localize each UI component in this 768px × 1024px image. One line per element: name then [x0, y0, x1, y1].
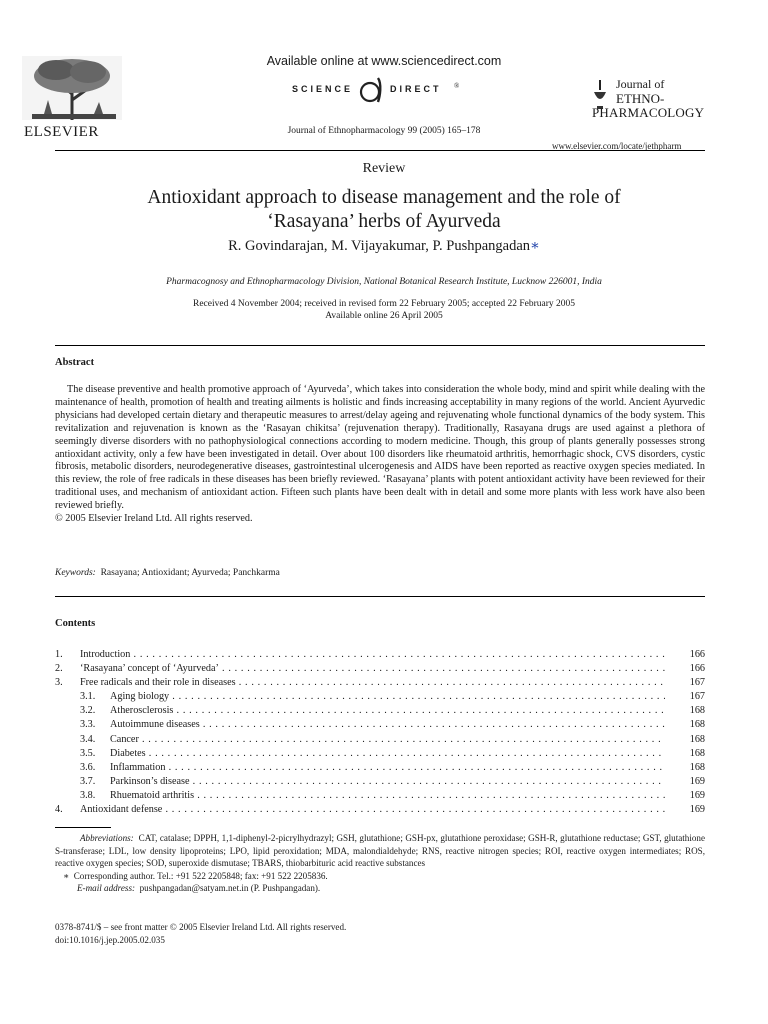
toc-item-rheumatoid[interactable] — [55, 789, 705, 803]
toc-item-antioxidant-defense[interactable] — [55, 803, 705, 817]
toc-number: 3.5. — [80, 747, 96, 759]
corresponding-note — [55, 870, 705, 883]
toc-label: Inflammation . . . — [110, 761, 705, 775]
keywords-label: Keywords: — [55, 568, 96, 578]
toc-number: 3. — [55, 677, 63, 689]
corresponding-author-link[interactable]: ∗ — [530, 238, 540, 254]
authors-text: R. Govindarajan, M. Vijayakumar, P. Pushpangadan — [228, 238, 531, 254]
journal-logo-line-2: ETHNO- — [616, 91, 665, 106]
toc-page: 169 — [665, 775, 705, 789]
article-title: Antioxidant approach to disease management and the role of ‘Rasayana’ herbs of Ayurveda — [147, 187, 621, 232]
journal-citation: Journal of Ethnopharmacology 99 (2005) 165–178 — [287, 126, 481, 136]
toc-number: 3.2. — [80, 705, 96, 717]
toc-page: 167 — [665, 690, 705, 704]
toc-label: Antioxidant defense . . . — [80, 803, 705, 817]
toc-label: Parkinson’s disease . . . — [110, 775, 705, 789]
abstract-top-divider — [55, 345, 705, 346]
toc-label: Atherosclerosis . . . — [110, 704, 705, 718]
registered-mark: ® — [454, 82, 460, 90]
toc-label: Aging biology . . . — [110, 690, 705, 704]
toc-label: Free radicals and their role in diseases . . . — [80, 676, 705, 690]
header-divider — [55, 150, 705, 151]
sciencedirect-left-word: SCIENCE — [292, 84, 354, 94]
footnote-divider — [55, 827, 111, 828]
sciencedirect-logo[interactable] — [292, 76, 472, 104]
sciencedirect-d-icon — [356, 76, 388, 104]
abbreviations-note — [55, 832, 705, 870]
toc-number: 3.8. — [80, 789, 96, 801]
toc-label: Cancer . . . — [110, 733, 705, 747]
abstract-text: The disease preventive and health promotive approach of ‘Ayurveda’, which takes into consideration the whole body, mind and spirit while dealing with the maintenance of health, promotion of health and treating ailments is holistic and finds increasing acceptability in many regions of the world. Ancient Ayurvedic physicians had developed certain dietary and therapeutic measures to arrest/delay ageing and rejuvenating whole functional dynamics of the body system. This revitalization and rejuvenation is known as the ‘Rasayan chikitsa’ (rejuvenation therapy). Traditionally, Rasayana drugs are used against a plethora of seemingly diverse disorders with no pathophysiological connections according to modern medicine. Though, this group of plants generally possesses strong antioxidant activity, only a few have been investigated in detail. Over about 100 disorders like rheumatoid arthritis, hemorrhagic shock, CVS disorders, cystic fibrosis, metabolic disorders, neurodegenerative diseases, gastrointestinal ulcerogenesis and AIDS have been reported as reactive oxygen species mediated. In this review, the role of free radicals in these diseases has been briefly reviewed. ‘Rasayana’ plants with potent antioxidant activity have been reviewed for their traditional uses, and mechanism of antioxidant action. Fifteen such plants have been dealt with in detail and some more plants with less work have also been reviewed briefly. — [55, 384, 705, 512]
article-type: Review — [362, 161, 406, 176]
corresponding-text: Corresponding author. Tel.: +91 522 2205848; fax: +91 522 2205836. — [73, 870, 328, 881]
toc-item-inflammation[interactable] — [55, 761, 705, 775]
available-online-text[interactable]: Available online at www.sciencedirect.com — [266, 54, 502, 68]
toc-number: 3.7. — [80, 775, 96, 787]
received-dates: Received 4 November 2004; received in revised form 22 February 2005; accepted 22 February 2005 — [193, 299, 575, 309]
toc-number: 4. — [55, 804, 63, 816]
toc-page: 169 — [665, 789, 705, 803]
toc-label: ‘Rasayana’ concept of ‘Ayurveda’ . . . — [80, 662, 705, 676]
toc-page: 168 — [665, 747, 705, 761]
toc-number: 3.6. — [80, 761, 96, 773]
abstract-copyright: © 2005 Elsevier Ireland Ltd. All rights reserved. — [55, 513, 253, 525]
toc-page: 166 — [665, 662, 705, 676]
toc-page: 166 — [665, 648, 705, 662]
toc-page: 167 — [665, 676, 705, 690]
email-note — [55, 882, 705, 895]
toc-item-aging-biology[interactable] — [55, 690, 705, 704]
table-of-contents — [55, 648, 705, 817]
toc-item-parkinsons[interactable] — [55, 775, 705, 789]
sciencedirect-right-word: DIRECT — [390, 84, 442, 94]
abstract-heading: Abstract — [55, 357, 95, 368]
journal-logo — [592, 74, 704, 130]
toc-number: 2. — [55, 663, 63, 675]
abstract-body — [55, 384, 705, 526]
toc-page: 169 — [665, 803, 705, 817]
toc-page: 168 — [665, 761, 705, 775]
toc-number: 1. — [55, 649, 63, 660]
toc-item-autoimmune[interactable] — [55, 718, 705, 732]
publisher-name: ELSEVIER — [24, 124, 99, 140]
contents-heading: Contents — [55, 618, 96, 629]
toc-label: Autoimmune diseases . . . — [110, 718, 705, 732]
footnotes — [55, 832, 705, 895]
issn-line: 0378-8741/$ – see front matter © 2005 Elsevier Ireland Ltd. All rights reserved. — [55, 922, 347, 932]
toc-page: 168 — [665, 704, 705, 718]
toc-number: 3.1. — [80, 691, 96, 703]
toc-item-cancer[interactable] — [55, 733, 705, 747]
toc-page: 168 — [665, 718, 705, 732]
email-label: E-mail address: — [77, 883, 136, 894]
toc-label: Diabetes . . . — [110, 747, 705, 761]
toc-label: Rhuematoid arthritis . . . — [110, 789, 705, 803]
toc-label: Introduction . . . — [80, 648, 705, 662]
journal-url[interactable]: www.elsevier.com/locate/jethpharm — [552, 141, 682, 151]
keywords-list: Rasayana; Antioxidant; Ayurveda; Panchkarma — [100, 568, 280, 578]
toc-number: 3.4. — [80, 733, 96, 745]
affiliation: Pharmacognosy and Ethnopharmacology Division, National Botanical Research Institute, Lucknow 226001, India — [166, 277, 602, 287]
journal-logo-line-3: PHARMACOLOGY — [592, 105, 705, 120]
abbreviations-label: Abbreviations: — [80, 833, 134, 843]
toc-item-diabetes[interactable] — [55, 747, 705, 761]
toc-number: 3.3. — [80, 719, 96, 731]
page-footer — [55, 921, 346, 947]
contents-top-divider — [55, 596, 705, 597]
keywords — [55, 568, 280, 578]
toc-item-free-radicals[interactable] — [55, 676, 705, 690]
article-dates — [0, 298, 768, 322]
corresponding-mark: ∗ — [63, 870, 70, 881]
toc-item-atherosclerosis[interactable] — [55, 704, 705, 718]
toc-page: 168 — [665, 733, 705, 747]
toc-item-introduction[interactable] — [55, 648, 705, 662]
journal-logo-line-1: Journal of — [616, 77, 665, 91]
email-address-link[interactable]: pushpangadan@satyam.net.in (P. Pushpangadan). — [139, 883, 321, 894]
doi-link[interactable]: doi:10.1016/j.jep.2005.02.035 — [55, 935, 165, 945]
abbreviations-text: CAT, catalase; DPPH, 1,1-diphenyl-2-picrylhydrazyl; GSH, glutathione; GSH-px, glutathione peroxidase; GSH-R, glutathione reductase; GST, glutathione S-transferase; LDL, low density lipoproteins; LPO, lipid peroxidation; MDA, malondialdehyde; RNS, reactive nitrogen species; ROI, reactive oxygen intermediates; ROS, reactive oxygen species; SOD, superoxide dismutase; TBARS, thiobarbituric acid reactive substances — [55, 833, 706, 869]
toc-item-rasayana-concept[interactable] — [55, 662, 705, 676]
author-list — [0, 238, 768, 255]
available-date: Available online 26 April 2005 — [325, 311, 443, 321]
